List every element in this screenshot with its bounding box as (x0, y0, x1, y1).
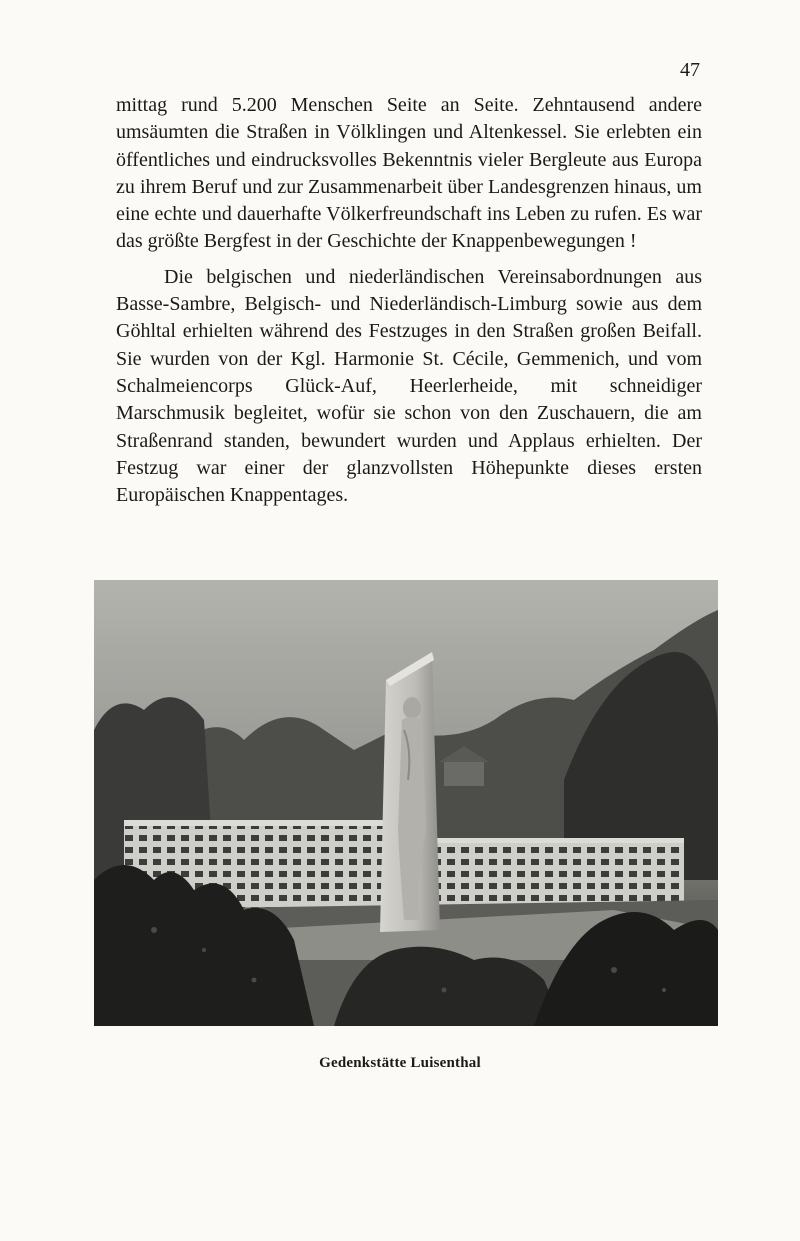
paragraph-1: mittag rund 5.200 Menschen Seite an Seite. Zehntausend andere umsäumten die Straßen in Völklingen und Altenkessel. Sie erlebten ein öffentliches und eindrucksvolles Bekenntnis vieler Bergleute aus Europa zu ihrem Beruf und zur Zusammenarbeit über Landesgrenzen hinaus, um eine echte und dauerhafte Völkerfreundschaft ins Leben zu rufen. Es war das größte Bergfest in der Geschichte der Knappenbewegungen ! (116, 94, 702, 253)
paragraph-2: Die belgischen und niederländischen Vereinsabordnungen aus Basse-Sambre, Belgisch- und Niederländisch-Limburg sowie aus dem Göhltal erhielten während des Festzuges in den Straßen großen Beifall. Sie wurden von der Kgl. Harmonie St. Cécile, Gemmenich, und vom Schalmeiencorps Glück-Auf, Heerlerheide, mit schneidiger Marschmusik begleitet, wofür sie schon von den Zuschauern, die am Straßenrand standen, bewundert wurden und Applaus erhielten. Der Festzug war einer der glanzvollsten Höhepunkte dieses ersten Europäischen Knappentages. (116, 265, 702, 507)
body-text (116, 92, 702, 509)
relief-figure-head (403, 697, 421, 719)
memorial-photo (94, 580, 718, 1026)
distant-house (444, 760, 484, 786)
page-number: 47 (680, 59, 700, 81)
figure-caption: Gedenkstätte Luisenthal (319, 1055, 481, 1071)
